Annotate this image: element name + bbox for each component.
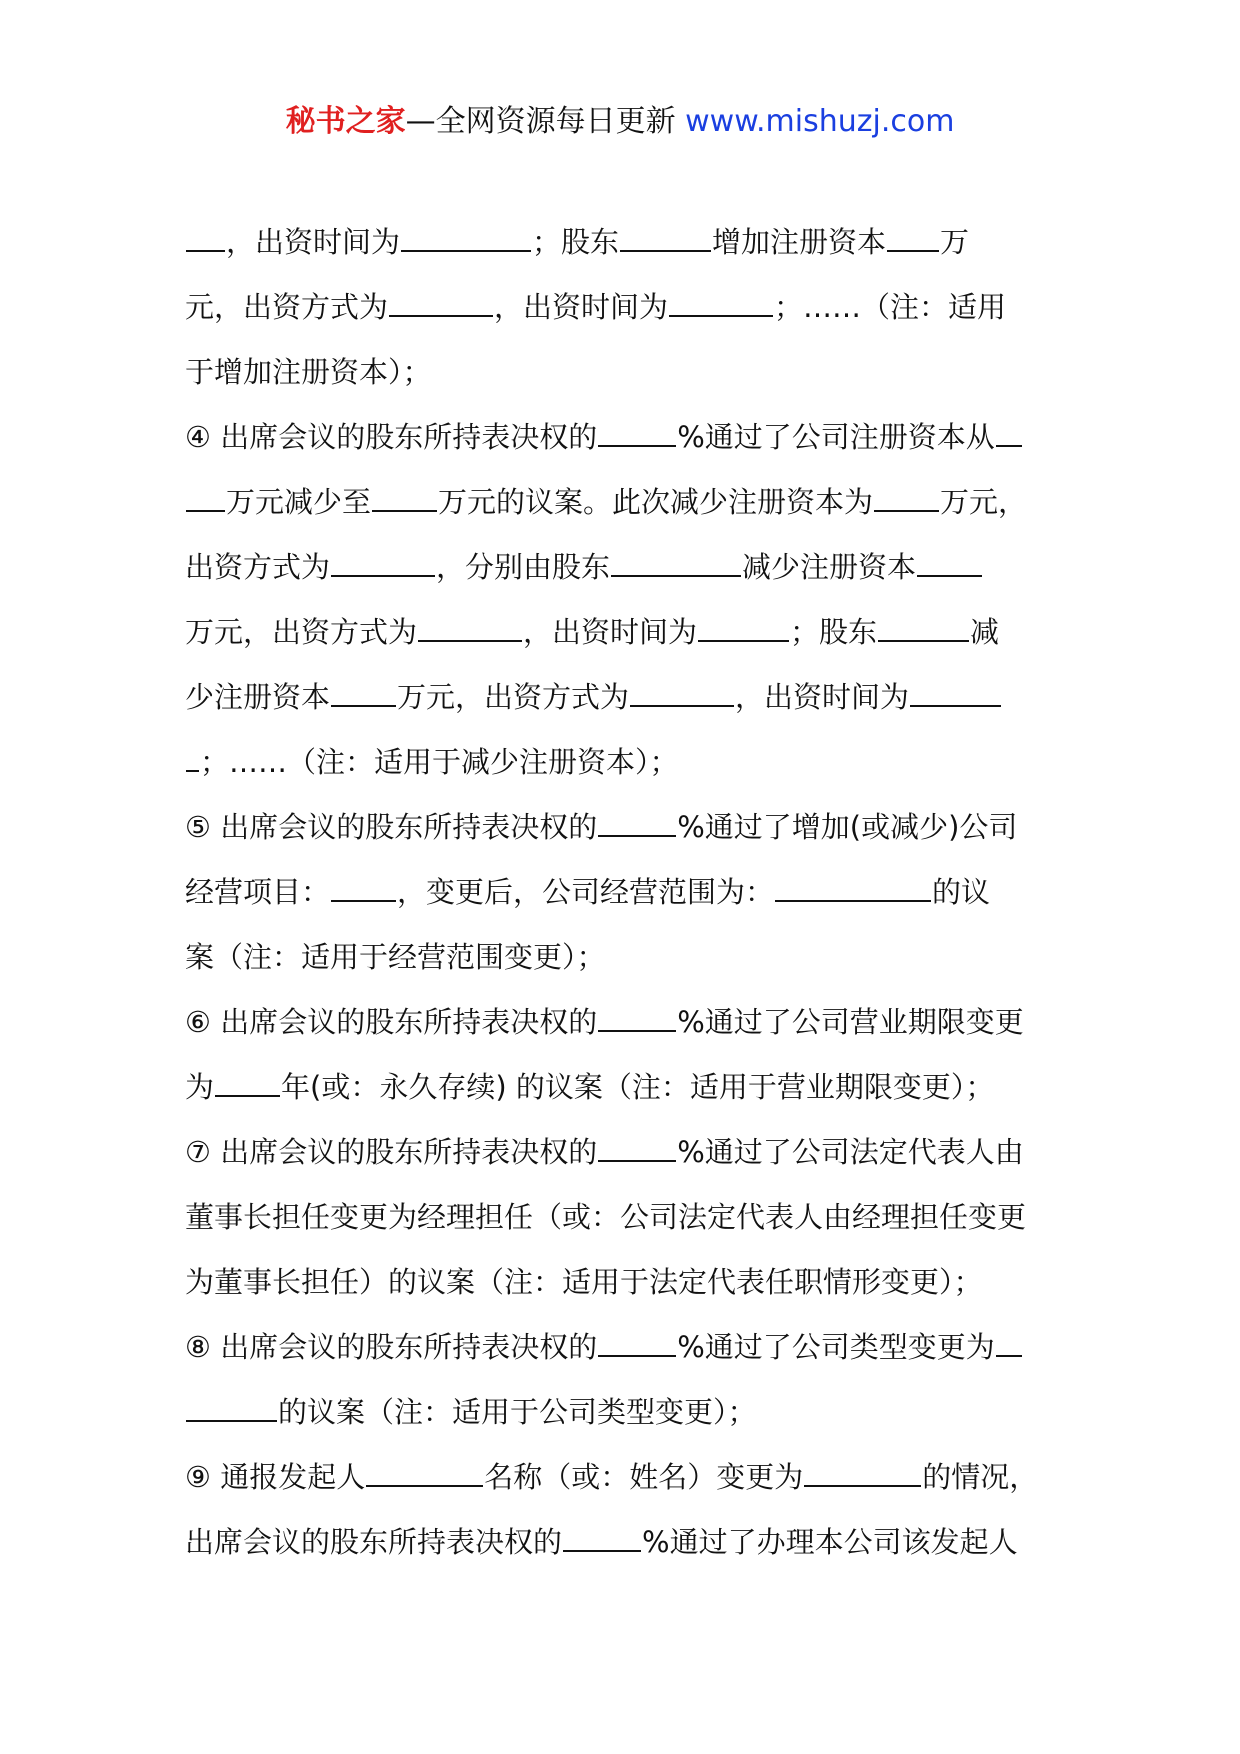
text-line <box>185 1055 1105 1120</box>
text-line <box>185 1445 1105 1510</box>
text-segment: ；……（注：适用于减少注册资本）； <box>200 745 679 779</box>
text-segment: 的议案（注：适用于公司类型变更）； <box>278 1395 757 1429</box>
fill-in-blank[interactable] <box>698 610 789 642</box>
text-line <box>185 1380 1105 1445</box>
text-line <box>185 925 1105 990</box>
text-segment: ；……（注：适用 <box>774 290 1007 324</box>
text-segment: 名称（或：姓名）变更为 <box>484 1460 804 1494</box>
fill-in-blank[interactable] <box>910 675 1001 707</box>
text-segment: ；股东 <box>790 615 878 649</box>
text-segment: ⑨ 通报发起人 <box>185 1460 366 1494</box>
text-segment: %通过了公司类型变更为 <box>677 1330 995 1364</box>
text-line <box>185 275 1105 340</box>
fill-in-blank[interactable] <box>887 220 939 252</box>
fill-in-blank[interactable] <box>878 610 969 642</box>
document-body <box>185 210 1105 1575</box>
fill-in-blank[interactable] <box>804 1455 921 1487</box>
text-segment: 减少注册资本 <box>742 550 917 584</box>
fill-in-blank[interactable] <box>611 545 741 577</box>
fill-in-blank[interactable] <box>389 285 493 317</box>
fill-in-blank[interactable] <box>874 480 939 512</box>
text-segment: 董事长担任变更为经理担任（或：公司法定代表人由经理担任变更 <box>185 1200 1027 1234</box>
text-segment: %通过了公司营业期限变更 <box>677 1005 1024 1039</box>
text-segment: ⑦ 出席会议的股东所持表决权的 <box>185 1135 598 1169</box>
text-segment: 万元，出资方式为 <box>185 615 418 649</box>
fill-in-blank[interactable] <box>372 480 437 512</box>
fill-in-blank[interactable] <box>996 415 1022 447</box>
text-line <box>185 535 1105 600</box>
text-segment: %通过了公司法定代表人由 <box>677 1135 1024 1169</box>
website-link[interactable]: www.mishuzj.com <box>685 104 955 139</box>
fill-in-blank[interactable] <box>630 675 734 707</box>
text-segment: ，出资时间为 <box>494 290 669 324</box>
text-segment: ，出资时间为 <box>735 680 910 714</box>
text-segment: 增加注册资本 <box>712 225 887 259</box>
text-segment: 万元减少至 <box>226 485 372 519</box>
text-line <box>185 860 1105 925</box>
text-segment: 少注册资本 <box>185 680 331 714</box>
text-segment: %通过了公司注册资本从 <box>677 420 995 454</box>
fill-in-blank[interactable] <box>215 1065 280 1097</box>
text-segment: 万 <box>940 225 970 259</box>
text-segment: 万元， <box>940 485 1028 519</box>
text-segment: ，变更后，公司经营范围为： <box>397 875 775 909</box>
text-segment: 经营项目： <box>185 875 331 909</box>
text-line <box>185 1250 1105 1315</box>
text-segment: 案（注：适用于经营范围变更）； <box>185 940 606 974</box>
fill-in-blank[interactable] <box>331 675 396 707</box>
text-line <box>185 1185 1105 1250</box>
text-line <box>185 470 1105 535</box>
text-segment: ④ 出席会议的股东所持表决权的 <box>185 420 598 454</box>
brand-name: 秘书之家 <box>285 104 406 139</box>
text-segment: 出资方式为 <box>185 550 331 584</box>
text-line <box>185 990 1105 1055</box>
fill-in-blank[interactable] <box>620 220 711 252</box>
fill-in-blank[interactable] <box>598 415 676 447</box>
text-line <box>185 405 1105 470</box>
fill-in-blank[interactable] <box>331 870 396 902</box>
fill-in-blank[interactable] <box>186 220 225 252</box>
text-segment: ，分别由股东 <box>436 550 611 584</box>
text-line <box>185 340 1105 405</box>
text-segment: 万元，出资方式为 <box>397 680 630 714</box>
fill-in-blank[interactable] <box>598 1130 676 1162</box>
fill-in-blank[interactable] <box>996 1325 1022 1357</box>
text-line <box>185 665 1105 730</box>
fill-in-blank[interactable] <box>598 805 676 837</box>
text-segment: 的情况， <box>922 1460 1039 1494</box>
fill-in-blank[interactable] <box>598 1000 676 1032</box>
text-segment: 的议 <box>932 875 991 909</box>
text-line <box>185 210 1105 275</box>
text-segment: ⑧ 出席会议的股东所持表决权的 <box>185 1330 598 1364</box>
fill-in-blank[interactable] <box>366 1455 483 1487</box>
text-segment: 年(或：永久存续) 的议案（注：适用于营业期限变更）； <box>281 1070 995 1104</box>
text-segment: 于增加注册资本）； <box>185 355 432 389</box>
text-segment: 元，出资方式为 <box>185 290 389 324</box>
text-segment: 万元的议案。此次减少注册资本为 <box>438 485 874 519</box>
text-line <box>185 795 1105 860</box>
text-segment: 出席会议的股东所持表决权的 <box>185 1525 563 1559</box>
text-segment: %通过了增加(或减少)公司 <box>677 810 1018 844</box>
fill-in-blank[interactable] <box>186 740 199 772</box>
fill-in-blank[interactable] <box>775 870 931 902</box>
text-line <box>185 600 1105 665</box>
fill-in-blank[interactable] <box>418 610 522 642</box>
fill-in-blank[interactable] <box>401 220 531 252</box>
text-segment: 为 <box>185 1070 215 1104</box>
text-segment: %通过了办理本公司该发起人 <box>642 1525 1018 1559</box>
page-header <box>0 100 1240 144</box>
fill-in-blank[interactable] <box>186 480 225 512</box>
fill-in-blank[interactable] <box>598 1325 676 1357</box>
fill-in-blank[interactable] <box>186 1390 277 1422</box>
text-line <box>185 1510 1105 1575</box>
fill-in-blank[interactable] <box>331 545 435 577</box>
text-line <box>185 1315 1105 1380</box>
fill-in-blank[interactable] <box>669 285 773 317</box>
text-segment: ⑥ 出席会议的股东所持表决权的 <box>185 1005 598 1039</box>
text-segment: 为董事长担任）的议案（注：适用于法定代表任职情形变更）； <box>185 1265 983 1299</box>
header-slogan: —全网资源每日更新 <box>405 104 676 139</box>
text-segment: ；股东 <box>532 225 620 259</box>
text-segment: ，出资时间为 <box>523 615 698 649</box>
text-segment: ，出资时间为 <box>226 225 401 259</box>
text-line <box>185 730 1105 795</box>
fill-in-blank[interactable] <box>917 545 982 577</box>
fill-in-blank[interactable] <box>563 1520 641 1552</box>
text-segment: 减 <box>970 615 1000 649</box>
text-line <box>185 1120 1105 1185</box>
text-segment: ⑤ 出席会议的股东所持表决权的 <box>185 810 598 844</box>
